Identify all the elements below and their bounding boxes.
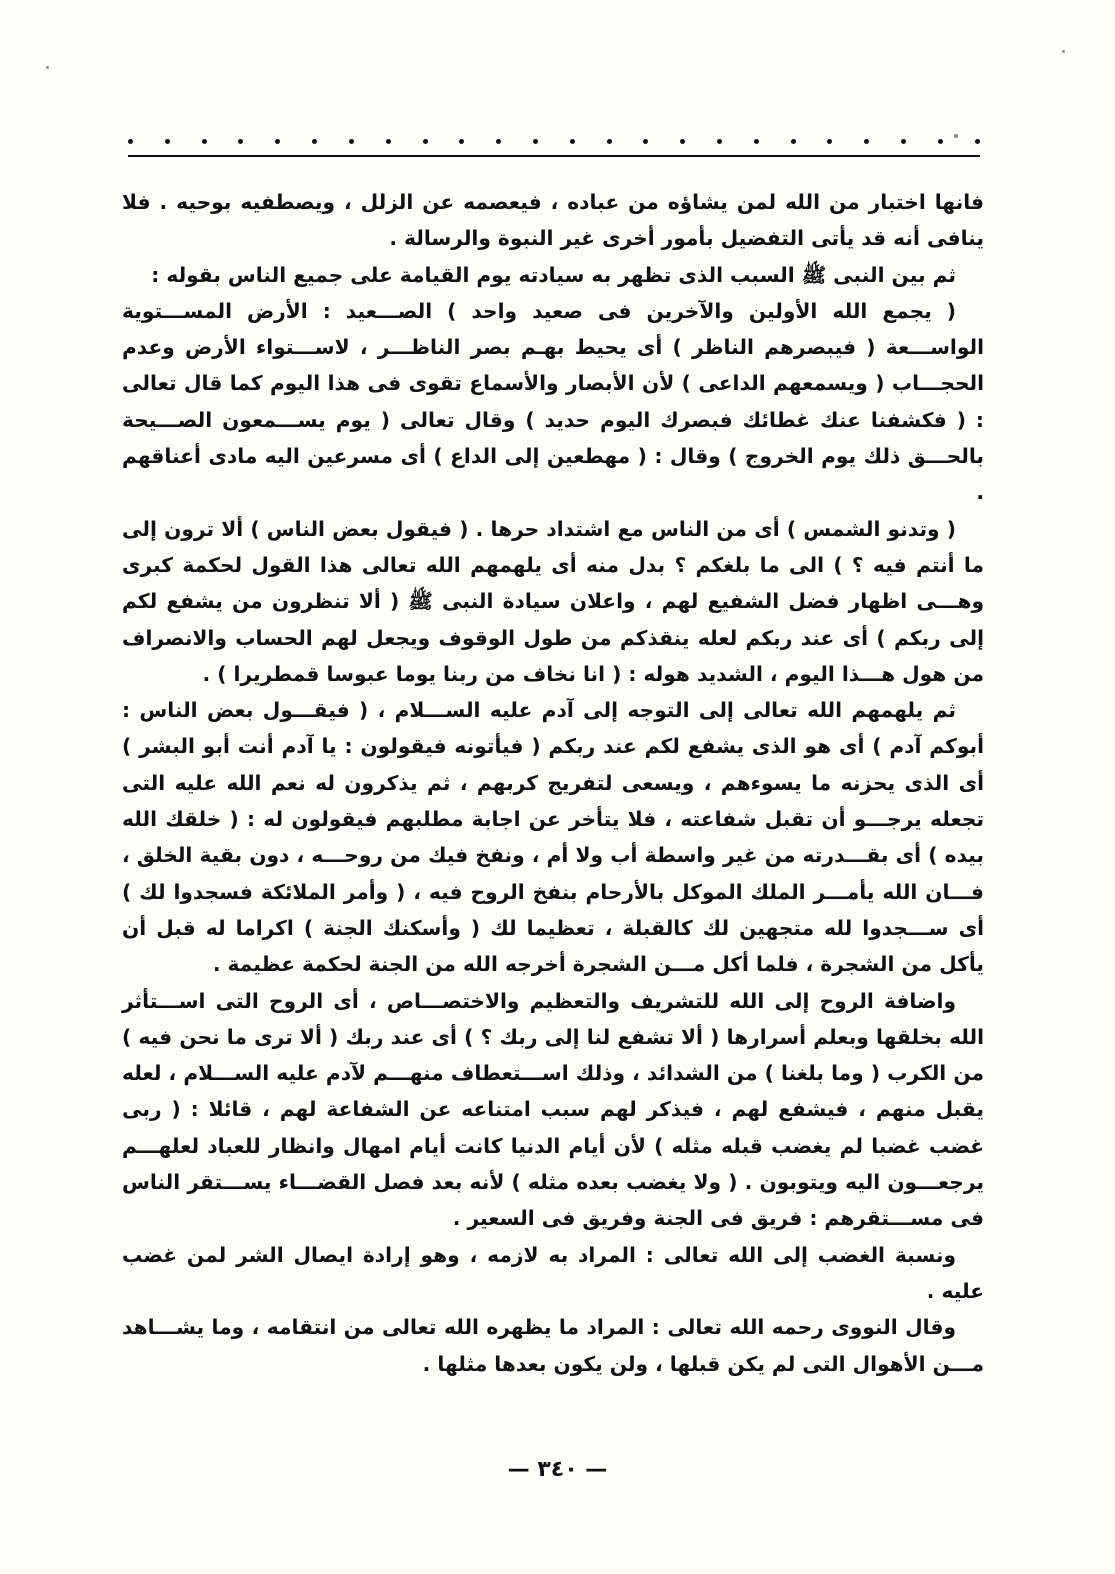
paragraph: ( وتدنو الشمس ) أى من الناس مع اشتداد حرها . ( فيقول بعض الناس ) ألا ترون إلى ما أنتم فيه ؟ ) الى ما بلغكم ؟ بدل منه أى يلهمهم الله تعالى هذا القول لحكمة كبرى وهـــى اظهار فضل الشفيع لهم ، واعلان سيادة النبى ﷺ ( ألا تنظرون من يشفع لكم إلى ربكم ) أى عند ربكم لعله ينقذكم من طول الوقوف ويجعل لهم الحساب والانصراف من هول هـــذا اليوم ، الشديد هوله : ( انا نخاف من ربنا يوما عبوسا قمطريرا ) . [122, 516, 984, 686]
paragraph: ثم يلهمهم الله تعالى إلى التوجه إلى آدم عليه الســـلام ، ( فيقـــول بعض الناس : أبوكم آدم ) أى هو الذى يشفع لكم عند ربكم ( فيأتونه فيقولون : يا آدم أنت أبو البشر ) أى الذى يحزنه ما يسوءهم ، ويسعى لتفريج كربهم ، ثم يذكرون له نعم الله عليه التى تجعله يرجـــو أن تقبل شفاعته ، فلا يتأخر عن اجابة مطلبهم فيقولون له : ( خلقك الله بيده ) أى بقـــدرته من غير واسطة أب ولا أم ، ونفخ فيك من روحـــه ، دون بقية الخلق ، فـــان الله يأمـــر الملك الموكل بالأرحام بنفخ الروح فيه ، ( وأمر الملائكة فسجدوا لك ) أى ســـجدوا لله متجهين لك كالقبلة ، تعظيما لك ( وأسكنك الجنة ) اكراما له قبل أن يأكل من الشجرة ، فلما أكل مـــن الشجرة أخرجه الله من الجنة لحكمة عظيمة . [122, 698, 984, 977]
paragraph: ونسبة الغضب إلى الله تعالى : المراد به لازمه ، وهو إرادة ايصال الشر لمن غضب عليه . [122, 1242, 984, 1303]
scan-speck [954, 134, 958, 138]
paragraph: واضافة الروح إلى الله للتشريف والتعظيم والاختصـــاص ، أى الروح التى اســـتأثر الله بخلقها وبعلم أسرارها ( ألا تشفع لنا إلى ربك ؟ ) أى عند ربك ( ألا ترى ما نحن فيه ) من الكرب ( وما بلغنا ) من الشدائد ، وذلك اســـتعطاف منهـــم لآدم عليه الســـلام ، لعله يقبل منهم ، فيشفع لهم ، فيذكر لهم سبب امتناعه عن الشفاعة لهم ، قائلا : ( ربى غضب غضبا لم يغضب قبله مثله ) لأن أيام الدنيا كانت أيام امهال وانظار للعباد لعلهـــم يرجعـــون اليه ويتوبون . ( ولا يغضب بعده مثله ) لأنه بعد فصل القضـــاء يســـتقر الناس فى مســـتقرهم : فريق فى الجنة وفريق فى السعير . [122, 988, 984, 1231]
scan-speck [1062, 50, 1065, 53]
scan-speck [46, 66, 49, 69]
page-number: — ٣٤٠ — [507, 1457, 608, 1482]
paragraph: ثم بين النبى ﷺ السبب الذى تظهر به سيادته يوم القيامة على جميع الناس بقوله : [151, 262, 956, 287]
paragraph: وقال النووى رحمه الله تعالى : المراد ما يظهره الله تعالى من انتقامه ، وما يشـــاهد مـــن الأهوال التى لم يكن قبلها ، ولن يكون بعدها مثلها . [122, 1315, 984, 1376]
header-dot-ornament [128, 139, 980, 149]
paragraph: فانها اختبار من الله لمن يشاؤه من عباده ، فيعصمه عن الزلل ، ويصطفيه بوحيه . فلا ينافى أنه قد يأتى التفضيل بأمور أخرى غير النبوة والرسالة . [122, 190, 984, 251]
header-rule [128, 155, 980, 157]
paragraph: ( يجمع الله الأولين والآخرين فى صعيد واحد ) الصـــعيد : الأرض المســـتوية الواســـعة ( فيبصرهم الناظر ) أى يحيط بهـم بصر الناظـــر ، لاســـتواء الأرض وعدم الحجـــاب ( ويسمعهم الداعى ) لأن الأبصار والأسماع تقوى فى هذا اليوم كما قال تعالى : ( فكشفنا عنك غطائك فبصرك اليوم حديد ) وقال تعالى ( يوم يســـمعون الصـــيحة بالحـــق ذلك يوم الخروج ) وقال : ( مهطعين إلى الداع ) أى مسرعين اليه مادى أعناقهم . [122, 298, 984, 505]
page-body [122, 184, 984, 1382]
